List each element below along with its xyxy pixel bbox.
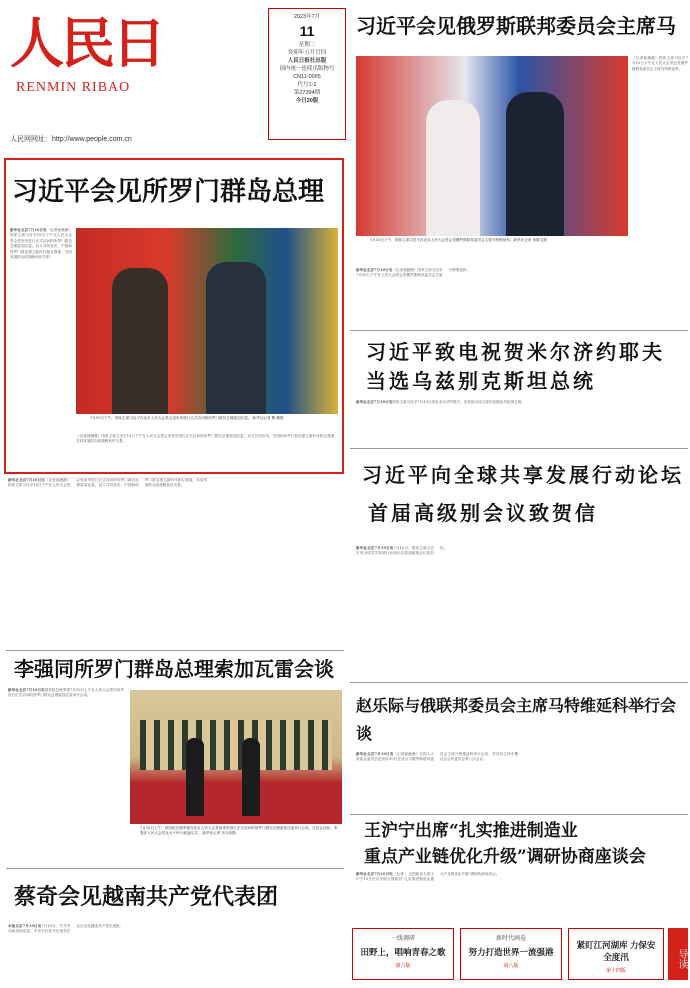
lead-continuation-text — [8, 478, 344, 646]
guide-item-1-title: 田野上，唱响青春之歌 — [360, 947, 446, 957]
article2-body — [356, 400, 686, 440]
divider-left-2 — [6, 868, 344, 869]
article4-body — [8, 688, 124, 860]
tr-figure-right — [506, 92, 564, 236]
issue-publisher: 人民日报社出版 — [287, 58, 327, 64]
article5-dateline: 新华社北京7月10日电 — [356, 752, 394, 756]
article3-dateline: 新华社北京7月10日电 — [356, 546, 394, 550]
article6-dateline: 新华社北京7月10日电 — [356, 872, 393, 876]
guide-item-3-title: 紧盯江河湖库 力保安全度汛 — [576, 940, 656, 962]
article6-body-text: （记者 ）全国政协主席王沪宁10日在京出席全国政协“扎实推进制造业重点产业链优化升级”调研协商座谈会。 — [356, 872, 500, 882]
website-line — [10, 134, 132, 144]
article4-body-text: 国务院总理李强7月10日上午在人民大会堂同来华进行正式访问的所罗门群岛总理索加瓦雷举行会谈。 — [8, 688, 124, 698]
top-right-side-text — [632, 56, 688, 312]
article4-photo — [130, 690, 342, 824]
article6-headline-line1: 王沪宁出席“扎实推进制造业 — [364, 821, 578, 841]
tr-body-text: （记者郝薇薇）国家主席习近平7月10日下午在人民大会堂会见俄罗斯联邦委员会主席马特维延科。 — [356, 268, 471, 278]
masthead-logo: 人民日 — [10, 11, 163, 75]
issue-lunar: 癸卯年五月廿四 — [287, 50, 327, 56]
lead-body-column — [10, 228, 72, 464]
guide-item-1-page: 第六版 — [395, 963, 411, 969]
issue-pages: 今日20版 — [295, 98, 319, 104]
lead-dateline: 新华社北京7月10日电 — [10, 228, 47, 232]
guide-item-2[interactable] — [460, 928, 562, 980]
lead-headline[interactable]: 习近平会见所罗门群岛总理 — [12, 177, 325, 207]
article3-headline-line2: 首届高级别会议致贺信 — [368, 501, 598, 525]
issue-day: 11 — [299, 23, 315, 39]
top-right-photo-caption: 7月10日下午，国家主席习近平在北京人民大会堂会见俄罗斯联邦委员会主席马特维延科。新华社记者 黄敬文摄 — [370, 238, 626, 252]
masthead-pinyin: RENMIN RIBAO — [16, 80, 131, 95]
article7-body — [8, 924, 344, 982]
lead-photo-caption: 7月10日下午，国家主席习近平在北京人民大会堂会见来华进行正式访问的所罗门群岛总理索加瓦雷。 新华社记者 鞠 鹏摄 — [90, 416, 336, 432]
tr-side-text: （记者郝薇薇）国家主席习近平7月10日下午在人民大会堂会见俄罗斯联邦委员会主席马特维延科。 — [632, 56, 688, 71]
article2-headline[interactable] — [366, 338, 686, 396]
divider-right-2 — [350, 448, 688, 449]
article5-headline-line1: 赵乐际与俄联邦委员会主席马特维延科举行会谈 — [356, 696, 677, 743]
article6-body — [356, 872, 686, 918]
article5-headline[interactable] — [356, 692, 686, 748]
article3-body — [356, 546, 686, 672]
issue-code: 代号1-1 — [297, 82, 317, 88]
article6-headline[interactable] — [364, 818, 688, 870]
article7-body-text: 7月10日，中共中央政治局常委、中央书记处书记蔡奇在北京会见越南共产党代表团。 — [8, 924, 124, 934]
issue-number: 第27394期 — [293, 90, 321, 96]
article3-body-text: 7月10日，国家主席习近平向全球共享发展行动论坛首届高级别会议致贺信。 — [356, 546, 448, 556]
article4-dateline: 新华社北京7月10日电 — [8, 688, 45, 692]
issue-weekday: 星期二 — [298, 42, 316, 48]
article6-headline-line2: 重点产业链优化升级”调研协商座谈会 — [364, 847, 646, 867]
lead-body-text: （记者郝薇薇）国家主席习近平10日下午在人民大会堂会见来华进行正式访问的所罗门群岛总理索加瓦雷。双方共同宣布，中国和所罗门群岛建立新时代相互尊重、共同发展的全面战略伙伴关系。 — [10, 228, 72, 260]
article4-photo-caption: 7月10日上午，国务院总理李强在北京人民大会堂同来华进行正式访问的所罗门群岛总理索加瓦雷举行会谈。这是会谈前，李强在人民大会堂北大厅举行欢迎仪式。 新华社记者 岳月伟摄 — [140, 826, 340, 848]
website-label: 人民网网址： — [10, 136, 52, 143]
article7-dateline: 本报北京7月10日电 — [8, 924, 42, 928]
top-right-headline[interactable]: 习近平会见俄罗斯联邦委员会主席马 — [356, 14, 676, 38]
guide-item-3-page: 第十四版 — [605, 968, 626, 974]
guide-item-2-title: 努力打造世界一流强港 — [468, 947, 554, 957]
article2-body-text: 国家主席习近平7月10日致电米尔济约耶夫，祝贺他当选乌兹别克斯坦共和国总统。 — [392, 400, 525, 404]
guide-tag: 导读 — [668, 928, 688, 980]
guide-item-2-page: 第八版 — [503, 963, 519, 969]
figure-left — [112, 268, 168, 414]
article7-headline[interactable]: 蔡奇会见越南共产党代表团 — [14, 884, 279, 910]
article4-figure-left — [186, 738, 204, 816]
lead-body-lower — [76, 434, 338, 468]
divider-right-4 — [350, 814, 688, 815]
issue-cn-number: CN11-0065 — [293, 74, 321, 80]
guide-item-1[interactable] — [352, 928, 454, 980]
guide-item-1-label: 一线调研 — [390, 936, 415, 942]
lead-cont-body: （记者郝薇薇）国家主席习近平10日下午在人民大会堂会见来华进行正式访问的所罗门群岛总理索加瓦雷。双方共同宣布，中国和所罗门群岛建立新时代相互尊重、共同发展的全面战略伙伴关系。 — [8, 478, 208, 488]
divider-right-1 — [350, 330, 688, 331]
issue-box — [268, 8, 346, 140]
divider-left-1 — [6, 650, 344, 651]
guide-bar — [352, 924, 688, 984]
lead-body-lower-text: （记者郝薇薇）国家主席习近平10日下午在人民大会堂会见来华进行正式访问的所罗门群岛总理索加瓦雷。双方共同宣布，中国和所罗门群岛建立新时代相互尊重、共同发展的全面战略伙伴关系。 — [76, 434, 338, 444]
article4-headline[interactable]: 李强同所罗门群岛总理索加瓦雷会谈 — [14, 657, 334, 681]
lead-cont-dateline: 新华社北京7月10日电 — [8, 478, 45, 482]
website-link[interactable]: http://www.people.com.cn — [52, 136, 132, 143]
article5-body-text: （记者郝薇薇）全国人大常委会委员长赵乐际10日在北京与俄罗斯联邦委员会主席马特维延科举行会谈，并共同主持中俄议会合作委员会第八次会议。 — [356, 752, 518, 762]
article2-headline-line2: 当选乌兹别克斯坦总统 — [366, 369, 596, 393]
article3-headline[interactable] — [362, 456, 686, 534]
article3-headline-line1: 习近平向全球共享发展行动论坛 — [362, 463, 684, 487]
guide-item-3[interactable] — [568, 928, 664, 980]
issue-cn-label: 国内统一连续出版物号 — [279, 66, 335, 72]
article5-body — [356, 752, 686, 812]
tr-figure-left — [426, 100, 480, 236]
article2-headline-line1: 习近平致电祝贺米尔济约耶夫 — [366, 340, 665, 364]
article2-dateline: 新华社北京7月10日电 — [356, 400, 393, 404]
article4-figure-right — [242, 738, 260, 816]
top-right-body — [356, 268, 628, 324]
honor-guard — [140, 720, 332, 770]
top-right-photo — [356, 56, 628, 236]
guide-item-2-label: 新时代画卷 — [495, 936, 526, 942]
divider-right-3 — [350, 682, 688, 683]
figure-right — [206, 262, 266, 414]
issue-date: 2023年7月 — [293, 14, 321, 20]
tr-dateline: 新华社北京7月10日电 — [356, 268, 393, 272]
lead-photo — [76, 228, 338, 414]
